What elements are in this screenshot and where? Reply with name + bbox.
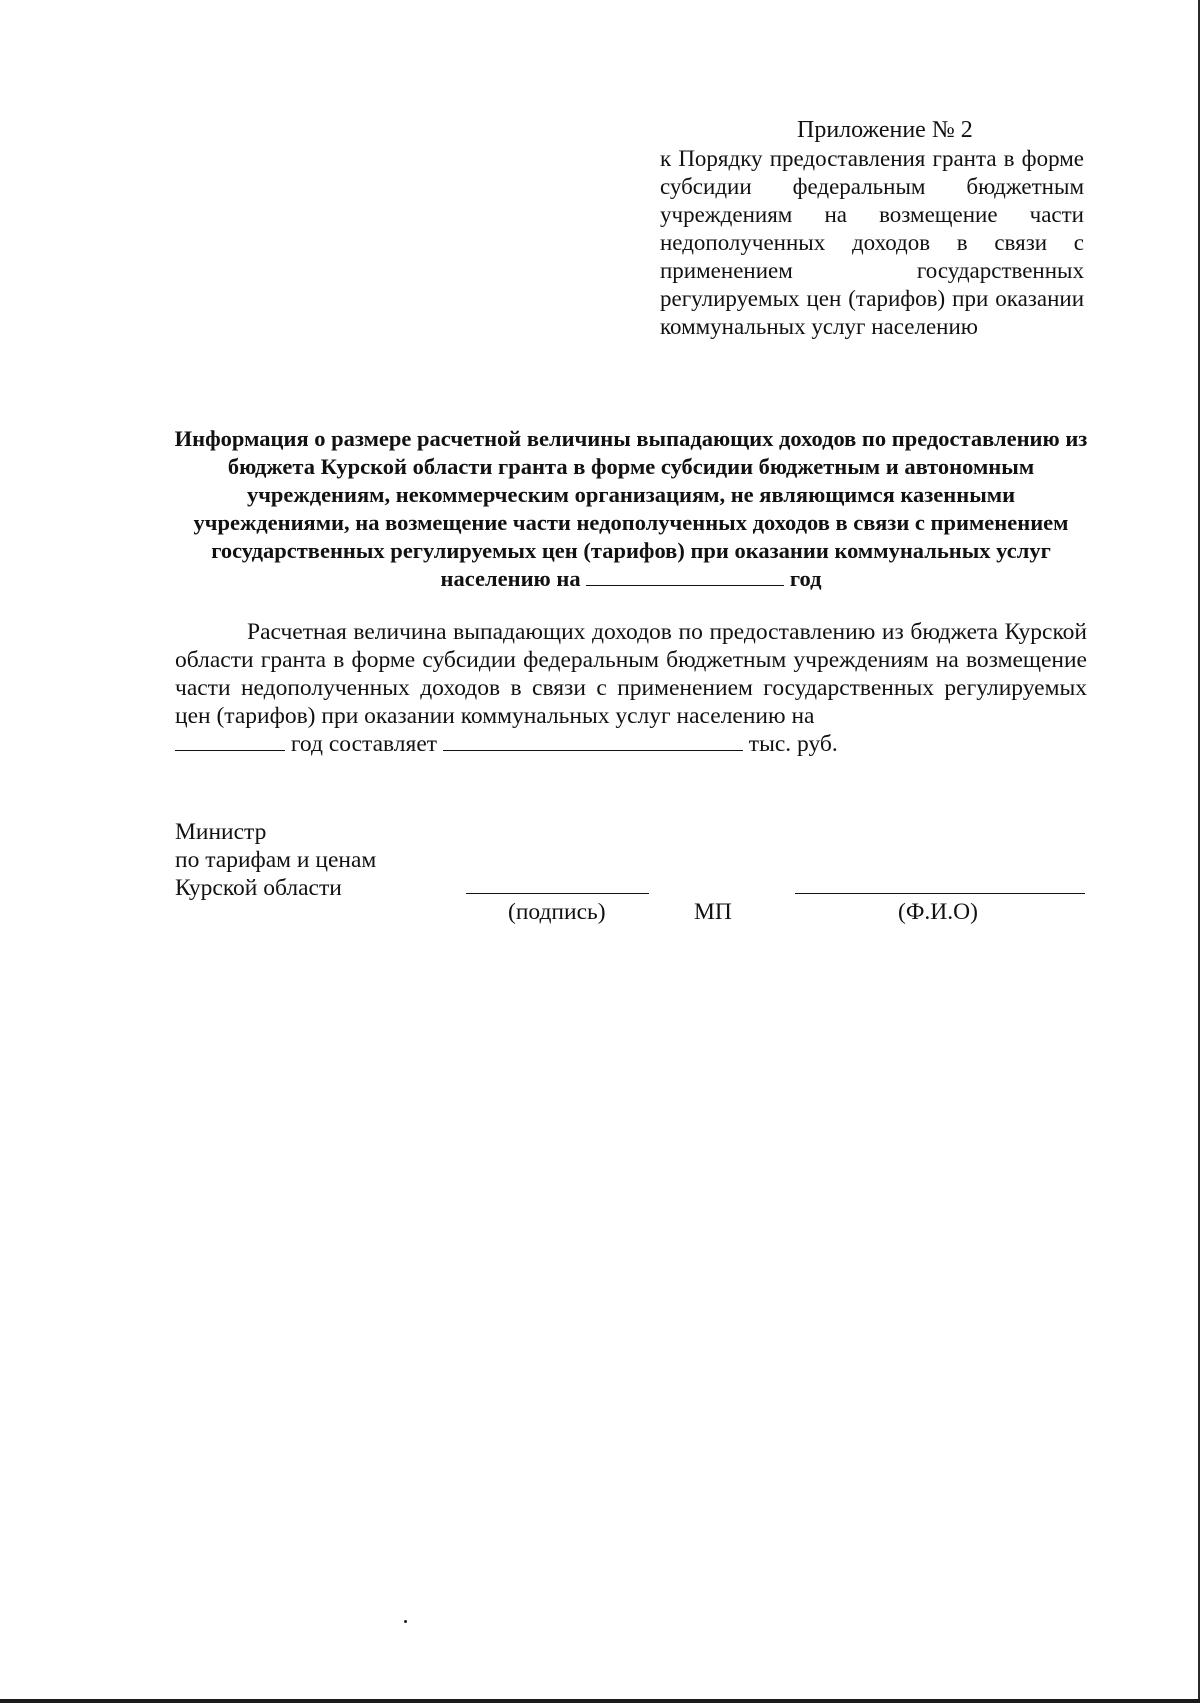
paragraph-year-blank	[175, 732, 285, 751]
name-line	[795, 893, 1085, 894]
document-heading	[170, 425, 1092, 593]
signer-line-2: по тарифам и ценам	[175, 847, 377, 873]
signer-line-1: Министр	[175, 819, 267, 845]
appendix-reference: к Порядку предоставления гранта в форме субсидии федеральным бюджетным учреждениям на возмещение части недополученных доходов в связи с применением государственных регулируемых цен (тарифов) при оказании коммунальных услуг населению	[660, 146, 1084, 339]
scan-edge-bottom	[0, 1699, 1200, 1703]
paragraph-unit: тыс. руб.	[748, 731, 838, 757]
body-paragraph	[175, 618, 1087, 758]
heading-year-blank	[586, 567, 784, 586]
stamp-caption: МП	[694, 899, 732, 925]
paragraph-text: Расчетная величина выпадающих доходов по предоставлению из бюджета Курской области гранта в форме субсидии федеральным бюджетным учреждениям на возмещение части недополученных доходов в связи с применением государственных регулируемых цен (тарифов) при оказании коммунальных услуг населению на	[175, 619, 1087, 729]
heading-year-word: год	[789, 566, 822, 591]
appendix-title: Приложение № 2	[797, 117, 973, 143]
paragraph-amount-blank	[443, 732, 743, 751]
paragraph-year-amount-label: год составляет	[290, 731, 438, 757]
signature-caption: (подпись)	[508, 899, 606, 925]
signer-line-3: Курской области	[175, 875, 342, 901]
signature-line	[466, 893, 649, 894]
signer-position	[175, 818, 376, 902]
scan-speck	[404, 1620, 407, 1623]
heading-text: Информация о размере расчетной величины выпадающих доходов по предоставлению из бюджета Курской области гранта в форме субсидии бюджетным и автономным учреждениям, некоммерческим организациям, не являющимся казенными учреждениями, на возмещение части недополученных доходов в связи с применением государственных регулируемых цен (тарифов) при оказании коммунальных услуг населению на	[174, 426, 1088, 591]
name-caption: (Ф.И.О)	[898, 899, 978, 925]
